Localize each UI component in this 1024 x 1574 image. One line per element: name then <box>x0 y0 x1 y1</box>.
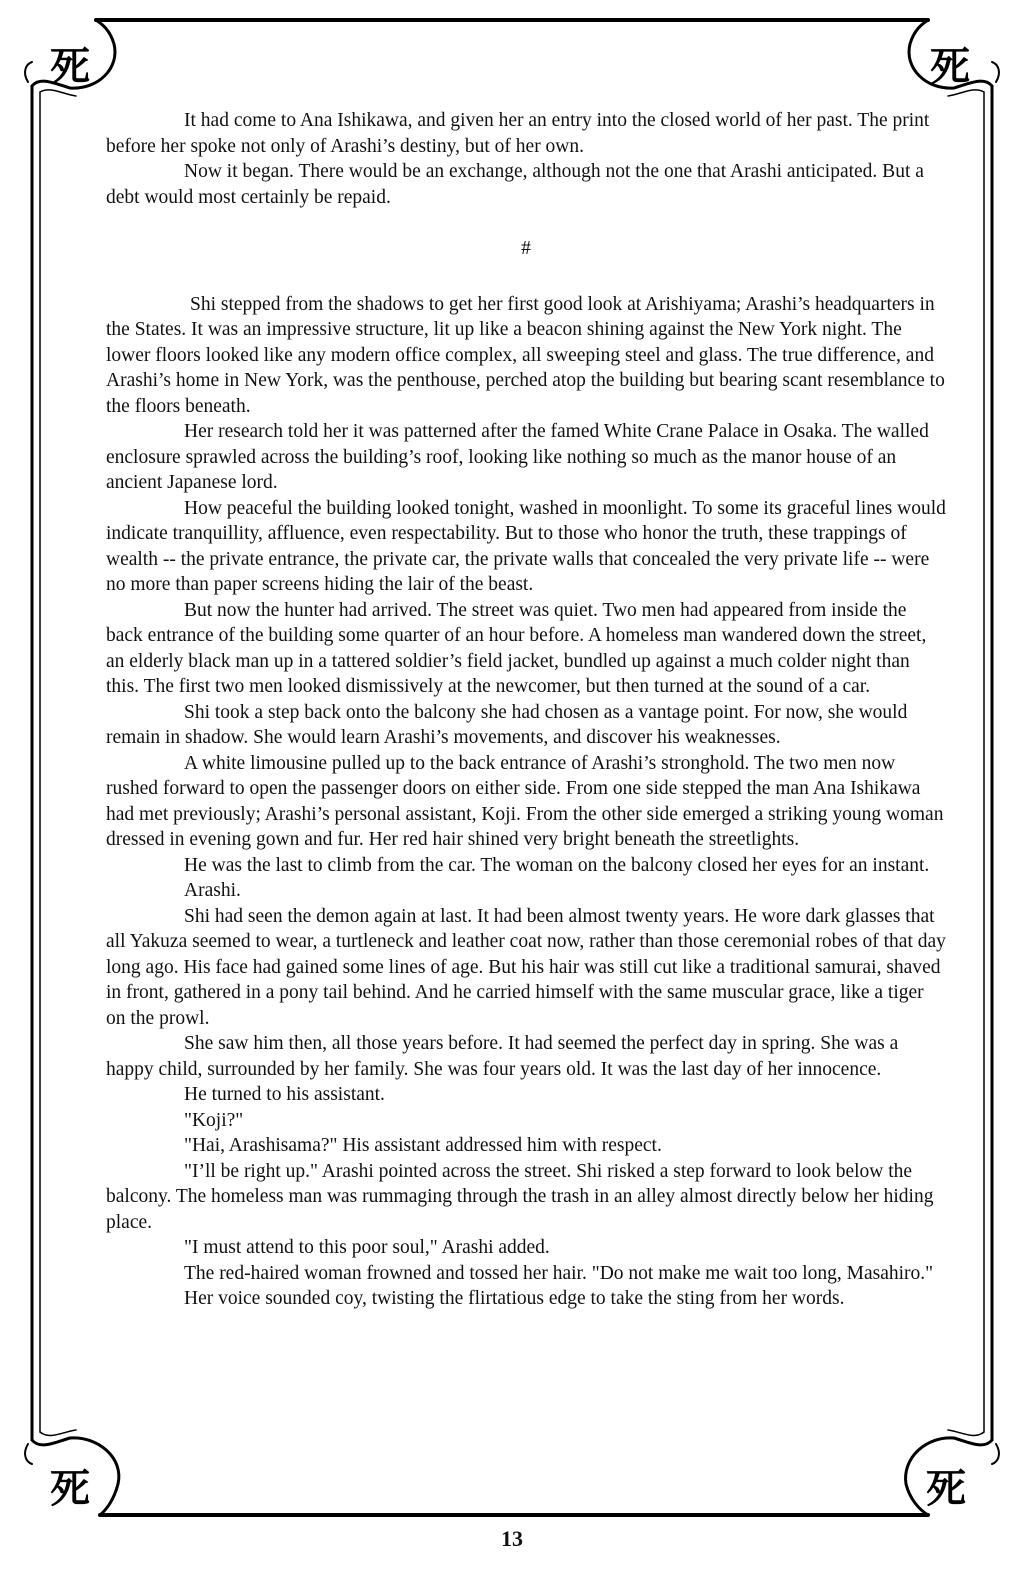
paragraph: Shi had seen the demon again at last. It had been almost twenty years. He wore dark glasses that all Yakuza seemed to wear, a turtleneck and leather coat now, rather than those ceremonial robes of that day long ago. His face had gained some lines of age. But his hair was still cut like a traditional samurai, shaved in front, gathered in a pony tail behind. And he carried himself with the same muscular grace, like a tiger on the prowl. <box>106 905 946 1029</box>
corner-glyph-bottom-right: 死 <box>926 1465 966 1512</box>
paragraph: "Koji?" <box>184 1109 244 1131</box>
paragraph: How peaceful the building looked tonight, washed in moonlight. To some its graceful lines would indicate tranquillity, affluence, even respectability. But to those who honor the truth, these trappings of wealth -- the private entrance, the private car, the private walls that concealed the very private life -- were no more than paper screens hiding the lair of the beast. <box>106 497 946 595</box>
paragraph: Her voice sounded coy, twisting the flirtatious edge to take the sting from her words. <box>184 1288 845 1309</box>
paragraph: But now the hunter had arrived. The street was quiet. Two men had appeared from inside the back entrance of the building some quarter of an hour before. A homeless man wandered down the street, an elderly black man up in a tattered soldier’s field jacket, bundled up against a much colder night than this. The first two men looked dismissively at the newcomer, but then turned at the sound of a car. <box>106 599 927 697</box>
corner-glyph-bottom-left: 死 <box>50 1465 90 1512</box>
paragraph: Shi stepped from the shadows to get her first good look at Arishiyama; Arashi’s headquarters in the States. It was an impressive structure, lit up like a beacon shining against the New York night. The lower floors looked like any modern office complex, all sweeping steel and glass. The true difference, and Arashi’s home in New York, was the penthouse, perched atop the building but bearing scant resemblance to the floors beneath. <box>106 293 945 417</box>
paragraph: "I’ll be right up." Arashi pointed across the street. Shi risked a step forward to look below the balcony. The homeless man was rummaging through the trash in an alley almost directly below her hiding place. <box>106 1160 934 1233</box>
paragraph: She saw him then, all those years before. It had seemed the perfect day in spring. She was a happy child, surrounded by her family. She was four years old. It was the last day of her innocence. <box>106 1033 899 1080</box>
paragraph: Now it began. There would be an exchange, although not the one that Arashi anticipated. But a debt would most certainly be repaid. <box>106 161 924 208</box>
body-text <box>106 108 946 1312</box>
paragraph: He turned to his assistant. <box>184 1084 385 1105</box>
paragraph: Shi took a step back onto the balcony she had chosen as a vantage point. For now, she would remain in shadow. She would learn Arashi’s movements, and discover his weaknesses. <box>106 701 908 748</box>
paragraph: It had come to Ana Ishikawa, and given her an entry into the closed world of her past. The print before her spoke not only of Arashi’s destiny, but of her own. <box>106 110 930 157</box>
paragraph: "I must attend to this poor soul," Arashi added. <box>184 1237 550 1258</box>
page-number: 13 <box>501 1526 523 1551</box>
section-separator: # <box>521 238 531 259</box>
paragraph: A white limousine pulled up to the back entrance of Arashi’s stronghold. The two men now rushed forward to open the passenger doors on either side. From one side stepped the man Ana Ishikawa had met previously; Arashi’s personal assistant, Koji. From the other side emerged a striking young woman dressed in evening gown and fur. Her red hair shined very bright beneath the streetlights. <box>106 752 944 850</box>
corner-glyph-top-left: 死 <box>50 43 90 90</box>
paragraph: "Hai, Arashisama?" His assistant addressed him with respect. <box>184 1135 662 1156</box>
paragraph: The red-haired woman frowned and tossed her hair. "Do not make me wait too long, Masahiro." <box>184 1262 934 1284</box>
corner-glyph-top-right: 死 <box>930 43 970 90</box>
paragraph: Arashi. <box>184 880 241 901</box>
paragraph: Her research told her it was patterned after the famed White Crane Palace in Osaka. The walled enclosure sprawled across the building’s roof, looking like nothing so much as the manor house of an ancient Japanese lord. <box>106 421 929 493</box>
paragraph: He was the last to climb from the car. The woman on the balcony closed her eyes for an instant. <box>184 854 930 876</box>
